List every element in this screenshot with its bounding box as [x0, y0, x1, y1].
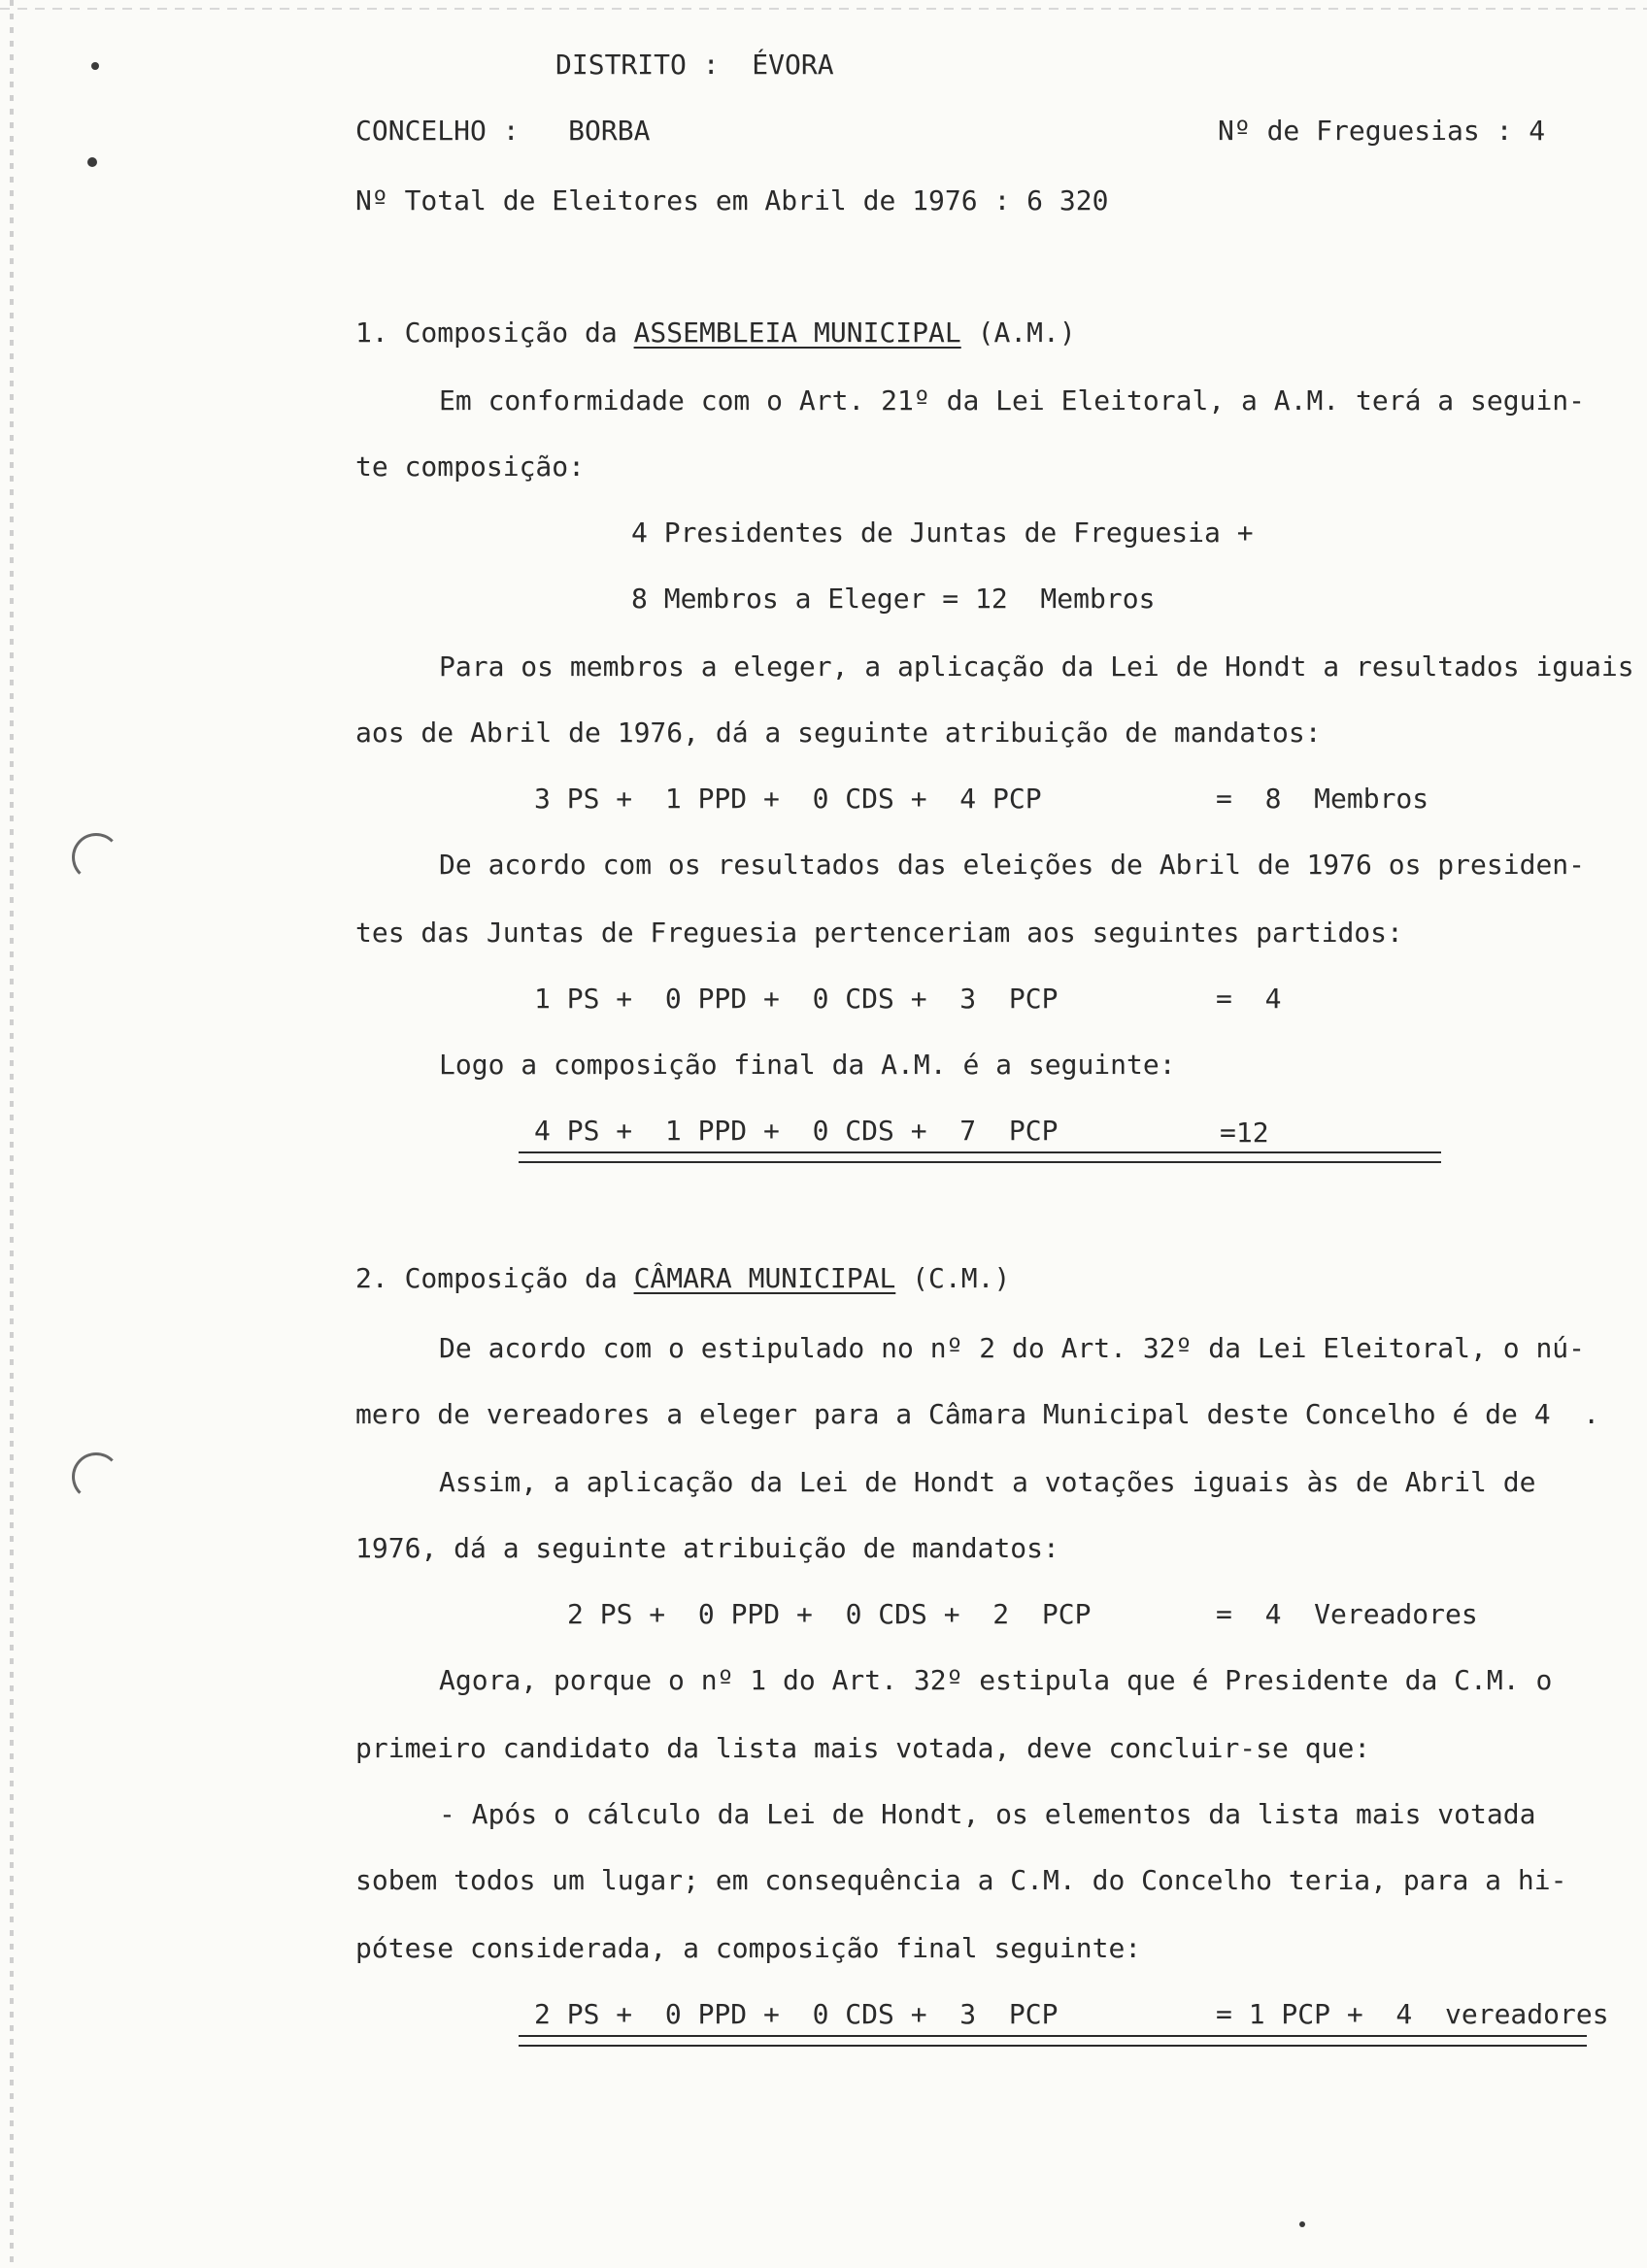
page-left-edge [10, 0, 14, 2268]
s1-paragraph-2-line-2: aos de Abril de 1976, dá a seguinte atribuição de mandatos: [355, 717, 1322, 749]
s1-final-rule-bottom [519, 1161, 1441, 1163]
s1-paragraph-3-line-1: De acordo com os resultados das eleições de Abril de 1976 os presiden- [439, 849, 1586, 881]
scan-speck [87, 157, 97, 167]
s2-final-rule-top [519, 2035, 1587, 2037]
s1-final-result: =12 [1220, 1117, 1269, 1149]
s1-paragraph-1-line-1: Em conformidade com o Art. 21º da Lei Eleitoral, a A.M. terá a seguin- [439, 384, 1586, 417]
punch-hole-mark [72, 833, 120, 882]
s1-composition-line-1: 4 Presidentes de Juntas de Freguesia + [631, 517, 1254, 549]
section-1-title-suffix: (A.M.) [960, 317, 1076, 349]
s2-paragraph-3-line-2: primeiro candidato da lista mais votada, deve concluir-se que: [355, 1732, 1371, 1764]
s2-paragraph-2-line-1: Assim, a aplicação da Lei de Hondt a votações iguais às de Abril de [439, 1466, 1536, 1498]
section-1-title [355, 317, 1076, 350]
s2-paragraph-4-line-1: - Após o cálculo da Lei de Hondt, os elementos da lista mais votada [439, 1798, 1536, 1830]
s1-final-rule-top [519, 1151, 1441, 1153]
scan-speck [1299, 2221, 1305, 2227]
section-1-title-underlined: ASSEMBLEIA MUNICIPAL [633, 317, 961, 349]
s1-paragraph-3-line-2: tes das Juntas de Freguesia pertenceriam aos seguintes partidos: [355, 917, 1403, 949]
s1-mandatos-formula: 3 PS + 1 PPD + 0 CDS + 4 PCP [534, 783, 1042, 815]
s1-presidentes-result: = 4 [1216, 983, 1282, 1015]
s1-presidentes-formula: 1 PS + 0 PPD + 0 CDS + 3 PCP [534, 983, 1059, 1015]
section-2-title [355, 1262, 1010, 1295]
s1-paragraph-4: Logo a composição final da A.M. é a seguinte: [439, 1049, 1176, 1081]
s1-paragraph-2-line-1: Para os membros a eleger, a aplicação da Lei de Hondt a resultados iguais [439, 650, 1634, 683]
page-top-edge [0, 8, 1647, 10]
s1-final-formula: 4 PS + 1 PPD + 0 CDS + 7 PCP [534, 1115, 1059, 1147]
punch-hole-mark [72, 1452, 120, 1501]
s2-final-result: = 1 PCP + 4 vereadores [1216, 1998, 1609, 2030]
scan-speck [91, 62, 99, 70]
s2-paragraph-3-line-1: Agora, porque o nº 1 do Art. 32º estipula que é Presidente da C.M. o [439, 1664, 1553, 1696]
s2-mandatos-result: = 4 Vereadores [1216, 1598, 1478, 1630]
s2-paragraph-2-line-2: 1976, dá a seguinte atribuição de mandatos: [355, 1532, 1059, 1564]
s1-mandatos-result: = 8 Membros [1216, 783, 1429, 815]
s1-composition-line-2: 8 Membros a Eleger = 12 Membros [631, 583, 1156, 615]
concelho-line: CONCELHO : BORBA [355, 115, 651, 147]
section-2-title-underlined: CÂMARA MUNICIPAL [633, 1262, 896, 1294]
eleitores-total: Nº Total de Eleitores em Abril de 1976 : 6 320 [355, 184, 1109, 217]
section-2-title-prefix: 2. Composição da [355, 1262, 634, 1294]
s2-mandatos-formula: 2 PS + 0 PPD + 0 CDS + 2 PCP [567, 1598, 1092, 1630]
s2-paragraph-1-line-1: De acordo com o estipulado no nº 2 do Art. 32º da Lei Eleitoral, o nú- [439, 1332, 1586, 1364]
s2-final-rule-bottom [519, 2045, 1587, 2047]
s2-paragraph-4-line-3: pótese considerada, a composição final seguinte: [355, 1932, 1142, 1964]
s2-final-formula: 2 PS + 0 PPD + 0 CDS + 3 PCP [534, 1998, 1059, 2030]
distrito-line: DISTRITO : ÉVORA [555, 49, 834, 81]
s2-paragraph-4-line-2: sobem todos um lugar; em consequência a C.M. do Concelho teria, para a hi- [355, 1864, 1567, 1896]
s2-paragraph-1-line-2: mero de vereadores a eleger para a Câmara Municipal deste Concelho é de 4 . [355, 1398, 1600, 1430]
s1-paragraph-1-line-2: te composição: [355, 450, 586, 483]
section-2-title-suffix: (C.M.) [895, 1262, 1011, 1294]
section-1-title-prefix: 1. Composição da [355, 317, 634, 349]
freguesias-count: Nº de Freguesias : 4 [1218, 115, 1546, 147]
